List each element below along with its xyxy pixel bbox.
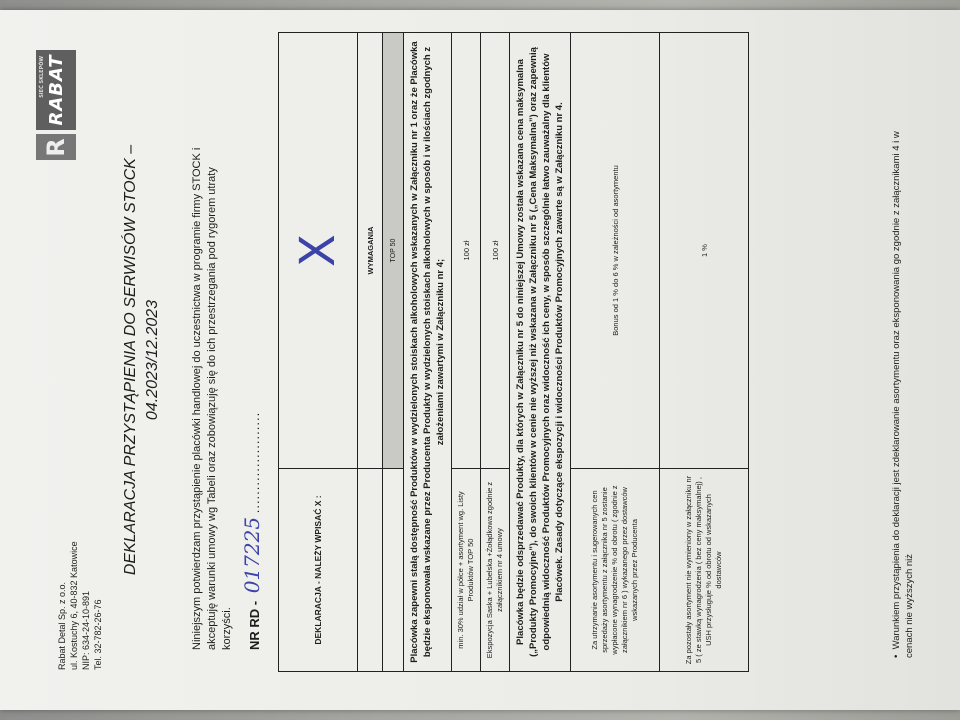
footer-bullet <box>890 98 916 658</box>
document-sheet <box>0 10 960 710</box>
table-row <box>660 33 749 672</box>
table-row <box>452 33 481 672</box>
row-value: 100 zł <box>452 33 481 469</box>
company-street: ul. Kostuchy 6, 40-832 Katowice <box>69 541 79 670</box>
logo-text: RABAT <box>45 54 67 126</box>
row-value: 1 % <box>660 33 749 469</box>
top50-header: TOP 50 <box>383 33 404 469</box>
logo-tagline: SIEĆ SKLEPÓW <box>39 56 45 98</box>
row-value: Bonus od 1 % do 6 % w zależności od asortymentu <box>571 33 660 469</box>
company-nip: NIP: 634-24-10-891 <box>81 590 91 670</box>
document-title <box>120 130 164 590</box>
nr-rd-dots: ...................... <box>247 411 262 514</box>
intro-paragraph: Niniejszym potwierdzam przystąpienie placówki handlowej do uczestnictwa w programie firmy STOCK i akceptuję warunki umowy wg Tabeli oraz zobowiązuję się do ich przestrzegania pod rygorem utraty korzyści. <box>191 147 233 650</box>
company-address <box>56 541 104 670</box>
row-value: 100 zł <box>481 33 510 469</box>
rabat-logo <box>36 50 76 157</box>
declaration-mark-cell[interactable]: X <box>279 33 358 469</box>
table-row <box>279 33 358 672</box>
nr-rd-label: NR RD - <box>247 600 262 650</box>
table-row <box>358 33 383 672</box>
promo-products-paragraph: Placówka będzie odsprzedawać Produkty, dla których w Załączniku nr 5 do niniejszej Umowy została wskazana cena maksymalna („Produkty Promocyjne”), do swoich klientów w cenie nie wyższej niż wskazana w Załączniku nr 5 („Cena Maksymalna”) oraz zapewnią odpowiednią widoczność Produktów Promocyjnych oraz widoczność ich ceny, w sposób szczególnie łatwo zauważalny dla klientów Placówek. Zasady dotyczące ekspozycji i widoczności Produktów Promocyjnych zawarte są w Załączniku nr 4. <box>510 33 571 672</box>
declaration-table <box>278 32 749 672</box>
row-label: Za pozostały asortyment nie wymieniony w załączniku nr 5 ( ze stawką wynagrodzenia ( bez ceny maksymalnej) , USH przysługuje % od obrotu od wskazanych dostawców <box>660 469 749 672</box>
declaration-label: DEKLARACJA - NALEŻY WPISAĆ X : <box>279 469 358 672</box>
table-row <box>404 33 452 672</box>
table-row <box>510 33 571 672</box>
row-label: Ekspozycja Saska + Lubelska +Żołądkowa zgodnie z załącznikiem nr 4 umowy <box>481 469 510 672</box>
row-label: min. 30% udział w półce + asortyment wg. Listy Produktów TOP 50 <box>452 469 481 672</box>
bullet-icon: • <box>891 649 902 658</box>
footer-text: Warunkiem przystąpienia do deklaracji jest zdeklarowanie asortymentu oraz eksponowania go zgodnie z załącznikami 4 i w cenach nie wyższych niż <box>891 131 915 658</box>
logo-letter: R <box>36 134 76 160</box>
requirements-header: WYMAGANIA <box>358 33 383 469</box>
table-row <box>481 33 510 672</box>
title-line-2: 04.2023/12.2023 <box>144 299 161 421</box>
row-label: Za utrzymanie asortymentu i sugerowanych cen sprzedaży asortymentu z załącznika nr 5 zostanie wypłacone wynagrodzenie % od obrotu ( zgodnie z załącznikiem nr 6 ) wykazanego przez dostawców wskazanych przez Producenta <box>571 469 660 672</box>
table-row <box>571 33 660 672</box>
table-row <box>383 33 404 672</box>
company-name: Rabat Detal Sp. z o.o. <box>57 581 67 670</box>
nr-rd-field <box>240 412 264 650</box>
nr-rd-handwritten-value: 017225 <box>240 516 264 594</box>
availability-paragraph: Placówka zapewni stałą dostępność Produktów w wydzielonych stoiskach alkoholowych wskazanych w Załączniku nr 1 oraz że Placówka będzie eksponowała wskazane przez Producenta Produkty w wydzielonych stoiskach alkoholowych w sposób i w ilościach zgodnych z założeniami zawartymi w Załączniku nr 4; <box>404 33 452 672</box>
company-tel: Tel. 32-782-26-76 <box>93 599 103 670</box>
title-line-1: DEKLARACJA PRZYSTĄPIENIA DO SERWISÓW STOCK – <box>122 144 139 576</box>
